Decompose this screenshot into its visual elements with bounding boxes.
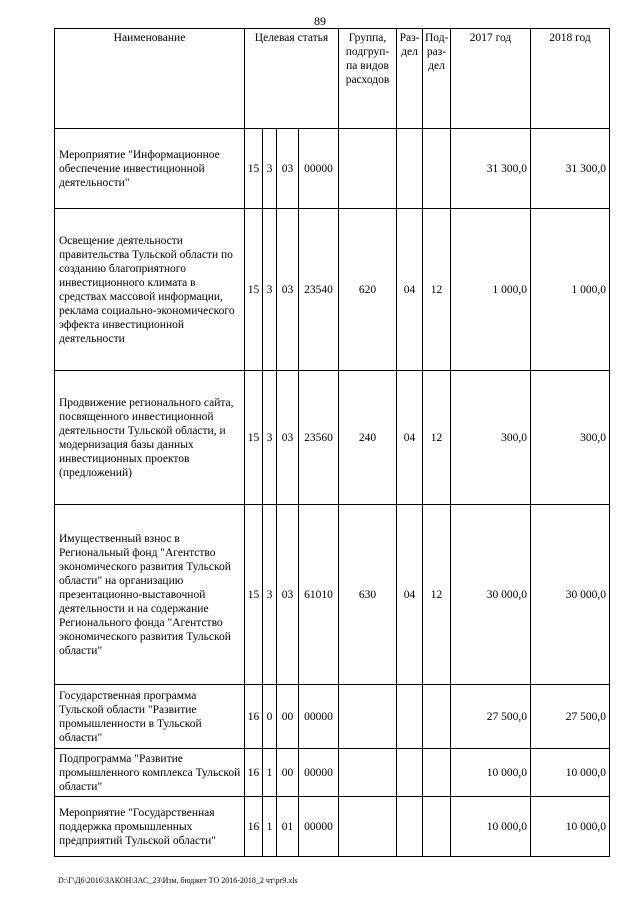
row-2018: 1 000,0	[531, 209, 610, 371]
row-subsection	[423, 129, 451, 209]
table-row	[55, 685, 610, 749]
row-2017: 27 500,0	[451, 685, 531, 749]
row-2018: 27 500,0	[531, 685, 610, 749]
budget-table	[54, 28, 610, 857]
row-name: Продвижение регионального сайта, посвященного инвестиционной деятельности Тульской области, и модернизация базы данных инвестиционных проектов (предложений)	[55, 371, 245, 505]
row-code-d: 00000	[299, 129, 339, 209]
row-group	[339, 749, 397, 797]
row-name: Мероприятие "Информационное обеспечение инвестиционной деятельности"	[55, 129, 245, 209]
row-2018: 10 000,0	[531, 797, 610, 857]
row-code-d: 00000	[299, 797, 339, 857]
row-code-b: 3	[263, 505, 277, 685]
row-section	[397, 129, 423, 209]
row-code-b: 3	[263, 129, 277, 209]
row-code-a: 15	[245, 505, 263, 685]
row-2017: 1 000,0	[451, 209, 531, 371]
table-header-row	[55, 29, 610, 129]
table-row	[55, 129, 610, 209]
row-code-b: 1	[263, 797, 277, 857]
row-2018: 300,0	[531, 371, 610, 505]
row-name: Имущественный взнос в Региональный фонд "Агентство экономического развития Тульской области" на организацию презентационно-выставочной деятельности и на содержание Регионального фонда "Агентство экономического развития Тульской области"	[55, 505, 245, 685]
row-group: 620	[339, 209, 397, 371]
row-name: Мероприятие "Государственная поддержка промышленных предприятий Тульской области"	[55, 797, 245, 857]
row-code-d: 23540	[299, 209, 339, 371]
table-row	[55, 209, 610, 371]
row-name: Освещение деятельности правительства Тульской области по созданию благоприятного инвестиционного климата в средствах массовой информации, реклама социально-экономического эффекта инвестиционной деятельности	[55, 209, 245, 371]
row-2018: 10 000,0	[531, 749, 610, 797]
row-code-b: 0	[263, 685, 277, 749]
row-section: 04	[397, 209, 423, 371]
row-section	[397, 749, 423, 797]
row-section: 04	[397, 505, 423, 685]
row-code-a: 15	[245, 209, 263, 371]
row-2017: 31 300,0	[451, 129, 531, 209]
row-code-c: 03	[277, 129, 299, 209]
row-group	[339, 797, 397, 857]
row-group: 630	[339, 505, 397, 685]
file-path-footer: D:\Г\Д6\2016\ЗАКОН\ЗАС_23\Изм. бюджет ТО 2016-2018_2 чт\pr9.xls	[58, 876, 298, 885]
page-number: 89	[314, 14, 326, 28]
row-code-c: 00	[277, 685, 299, 749]
row-code-c: 03	[277, 209, 299, 371]
row-code-d: 23560	[299, 371, 339, 505]
header-subsection: Под-раз-дел	[423, 29, 451, 129]
table-row	[55, 505, 610, 685]
row-2018: 31 300,0	[531, 129, 610, 209]
row-2017: 30 000,0	[451, 505, 531, 685]
row-section	[397, 797, 423, 857]
row-2017: 10 000,0	[451, 749, 531, 797]
row-group	[339, 129, 397, 209]
row-section	[397, 685, 423, 749]
row-subsection	[423, 749, 451, 797]
row-code-a: 15	[245, 129, 263, 209]
row-subsection: 12	[423, 209, 451, 371]
row-subsection: 12	[423, 371, 451, 505]
row-code-a: 16	[245, 685, 263, 749]
row-code-b: 3	[263, 209, 277, 371]
row-subsection	[423, 797, 451, 857]
row-name: Подпрограмма "Развитие промышленного комплекса Тульской области"	[55, 749, 245, 797]
row-subsection: 12	[423, 505, 451, 685]
row-code-c: 00	[277, 749, 299, 797]
row-code-d: 00000	[299, 749, 339, 797]
row-code-a: 16	[245, 749, 263, 797]
header-year-2018: 2018 год	[531, 29, 610, 129]
row-code-a: 16	[245, 797, 263, 857]
header-name: Наименование	[55, 29, 245, 129]
row-code-c: 03	[277, 371, 299, 505]
row-2017: 300,0	[451, 371, 531, 505]
row-code-a: 15	[245, 371, 263, 505]
row-2018: 30 000,0	[531, 505, 610, 685]
header-section: Раз-дел	[397, 29, 423, 129]
row-2017: 10 000,0	[451, 797, 531, 857]
row-subsection	[423, 685, 451, 749]
row-group	[339, 685, 397, 749]
table-row	[55, 797, 610, 857]
table-row	[55, 371, 610, 505]
header-year-2017: 2017 год	[451, 29, 531, 129]
row-name: Государственная программа Тульской области "Развитие промышленности в Тульской области"	[55, 685, 245, 749]
row-code-d: 00000	[299, 685, 339, 749]
row-code-c: 03	[277, 505, 299, 685]
row-code-d: 61010	[299, 505, 339, 685]
row-code-b: 1	[263, 749, 277, 797]
row-group: 240	[339, 371, 397, 505]
table-row	[55, 749, 610, 797]
header-expense-group: Группа, подгруп-па видов расходов	[339, 29, 397, 129]
row-section: 04	[397, 371, 423, 505]
row-code-c: 01	[277, 797, 299, 857]
header-target-article: Целевая статья	[245, 29, 339, 129]
row-code-b: 3	[263, 371, 277, 505]
